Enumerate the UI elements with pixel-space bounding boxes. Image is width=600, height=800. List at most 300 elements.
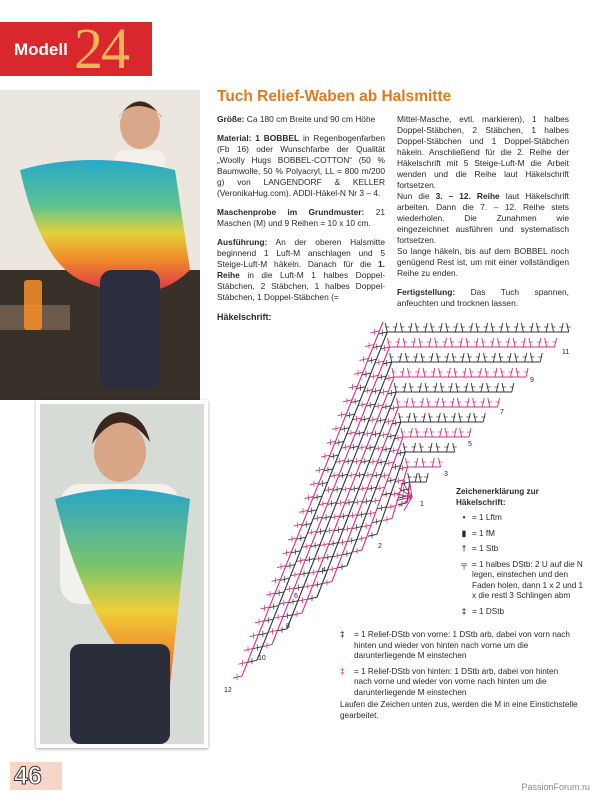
stitch-mark (244, 648, 253, 650)
stitch-mark (302, 377, 394, 613)
stitch-mark (349, 386, 358, 388)
stitch-mark (371, 500, 380, 502)
stitch-mark (450, 338, 452, 347)
stitch-mark (275, 592, 284, 594)
stitch-mark (406, 398, 408, 407)
chart-legend (456, 487, 586, 622)
stitch-mark (529, 338, 531, 347)
execution-row-one: 1. Reihe (217, 259, 385, 280)
rows-text: laut Häkelschrift arbeiten. Dann die 7. – 12. Reihe stets wiederholen. Die Zunahmen wie eingezeichnet ausführen und systematisch fortsetzen. (397, 191, 569, 245)
relief-front-text: = 1 Relief-DStb von vorne: 1 DStb arb, dabei von vorn nach hinten und wieder von hinten nach vorne um die darunterliegende M einstechen (354, 630, 570, 660)
stitch-mark (394, 383, 396, 392)
bobbel-text: So lange häkeln, bis auf dem BOBBEL noch genügend Rest ist, um mit einer vollständigen Reihe zu enden. (397, 246, 569, 278)
stitch-mark (403, 338, 405, 347)
photo-back-view-model (36, 400, 208, 748)
relief-back-icon: ‡ (340, 666, 345, 676)
stitch-mark (362, 373, 371, 375)
stitch-mark (399, 413, 401, 422)
stitch-mark (493, 353, 495, 362)
stitch-mark (333, 488, 342, 490)
stitch-mark (469, 428, 471, 437)
stitch-mark (365, 345, 374, 347)
stitch-mark (298, 599, 307, 601)
stitch-mark (491, 323, 493, 332)
stitch-mark (392, 368, 394, 377)
stitch-mark (248, 660, 257, 662)
stitch-mark (371, 433, 380, 435)
stitch-mark (415, 473, 417, 482)
stitch-mark (429, 413, 431, 422)
stitch-mark (410, 428, 412, 437)
stitch-mark (457, 398, 459, 407)
stitch-mark (354, 501, 363, 503)
stitch-mark (405, 353, 407, 362)
stitch-mark (382, 448, 391, 450)
stitch-mark (482, 398, 484, 407)
stitch-mark (324, 469, 333, 471)
stitch-mark (376, 487, 385, 489)
stitch-mark (372, 474, 381, 476)
stitch-mark (378, 332, 387, 334)
stitch-mark (502, 383, 504, 392)
row-number-10: 10 (258, 655, 266, 662)
stitch-mark (269, 630, 278, 632)
stitch-mark (403, 443, 405, 452)
stitch-mark (479, 368, 481, 377)
stitch-mark (530, 353, 532, 362)
stitch-mark (332, 407, 399, 582)
legend-item-chain: • = 1 Lftm (456, 513, 586, 524)
stitch-mark (385, 377, 394, 379)
stitch-mark (387, 506, 396, 508)
row-number-3: 3 (444, 471, 448, 478)
stitch-mark (437, 353, 439, 362)
stitch-mark (266, 593, 275, 595)
stitch-mark (358, 404, 367, 406)
model-badge (0, 16, 152, 81)
stitch-mark (343, 528, 352, 530)
stitch-mark (377, 507, 386, 509)
stitch-mark (388, 338, 390, 347)
stitch-mark (371, 331, 380, 333)
stitch-mark (416, 458, 418, 467)
stitch-mark (431, 353, 433, 362)
stitch-mark (516, 368, 518, 377)
instructions-column-2 (397, 114, 569, 317)
stitch-mark (406, 458, 408, 467)
size-paragraph (217, 114, 385, 125)
stitch-mark (415, 353, 417, 362)
legend-item-treble: † = 1 Stb (456, 544, 586, 555)
stitch-mark (452, 353, 454, 362)
stitch-mark (470, 368, 472, 377)
stitch-mark (440, 383, 442, 392)
stitch-mark (299, 510, 308, 512)
stitch-mark (498, 338, 500, 347)
stitch-mark (272, 579, 281, 581)
stitch-mark (567, 323, 569, 332)
stitch-mark (354, 372, 363, 374)
stitch-mark (358, 513, 367, 515)
stitch-mark (476, 338, 478, 347)
stitch-mark (329, 543, 338, 545)
stitch-mark (437, 398, 439, 407)
stitch-mark (346, 414, 355, 416)
stitch-mark (419, 338, 421, 347)
stitch-mark (348, 540, 357, 542)
stitch-mark (476, 323, 478, 332)
row-number-11: 11 (562, 349, 570, 356)
stitch-mark (373, 521, 382, 523)
stitch-mark (380, 475, 389, 477)
stitch-mark (471, 383, 473, 392)
stitch-mark (375, 361, 384, 363)
stitch-mark (368, 534, 377, 536)
stitch-mark (322, 516, 331, 518)
stitch-mark (328, 502, 337, 504)
stitch-mark (461, 323, 463, 332)
stitch-mark (345, 501, 354, 503)
stitch-mark (329, 455, 338, 457)
stitch-mark (395, 323, 397, 332)
stitch-mark (408, 368, 410, 377)
stitch-mark (382, 406, 391, 408)
stitch-mark (319, 482, 328, 484)
stitch-mark (447, 443, 449, 452)
stitch-mark (442, 398, 444, 407)
gauge-paragraph (217, 207, 385, 229)
stitch-mark (446, 353, 448, 362)
stitch-mark (357, 387, 366, 389)
stitch-mark (555, 338, 557, 347)
stitch-mark (272, 347, 390, 645)
stitch-mark (338, 541, 347, 543)
stitch-mark (390, 353, 392, 362)
stitch-mark (367, 487, 376, 489)
size-label: Größe: (217, 114, 245, 124)
stitch-mark (383, 362, 392, 364)
stitch-mark (414, 443, 416, 452)
stitch-mark (261, 607, 270, 609)
stitch-mark (350, 446, 359, 448)
stitch-mark (286, 565, 295, 567)
stitch-mark (321, 455, 330, 457)
stitch-mark (288, 538, 297, 540)
stitch-mark (289, 601, 298, 603)
stitch-mark (444, 413, 446, 422)
stitch-mark (496, 383, 498, 392)
row-number-1: 1 (420, 501, 424, 508)
stitch-mark (373, 346, 382, 348)
stitch-mark (481, 383, 483, 392)
stitch-mark (302, 523, 311, 525)
row-number-12: 12 (224, 687, 232, 694)
stitch-mark (456, 383, 458, 392)
stitch-mark (347, 432, 356, 434)
stitch-mark (313, 517, 322, 519)
stitch-mark (445, 338, 447, 347)
stitch-mark (377, 461, 386, 463)
stitch-mark (540, 353, 542, 362)
stitch-mark (435, 383, 437, 392)
execution-label: Ausführung: (217, 237, 268, 247)
model-number: 24 (74, 16, 128, 81)
stitch-mark (445, 428, 447, 437)
stitch-mark (537, 323, 539, 332)
stitch-mark (478, 353, 480, 362)
stitch-mark (485, 368, 487, 377)
stitch-mark (473, 398, 475, 407)
photo-seated-illustration (0, 90, 200, 400)
relief-front-item (340, 630, 570, 662)
stitch-mark (440, 428, 442, 437)
instructions-column-1 (217, 114, 385, 311)
finishing-label: Fertigstellung: (397, 287, 456, 297)
stitch-mark (309, 571, 318, 573)
material-paragraph (217, 133, 385, 199)
double-treble-icon: ‡ (461, 606, 467, 616)
stitch-mark (325, 530, 334, 532)
stitch-mark (488, 398, 490, 407)
stitch-mark (452, 398, 454, 407)
stitch-mark (361, 418, 370, 420)
row-number-7: 7 (500, 409, 504, 416)
stitch-mark (353, 460, 362, 462)
stitch-mark (552, 323, 554, 332)
finishing-text: Das Tuch spannen, anfeuchten und trocknen lassen. (397, 287, 569, 308)
stitch-mark (367, 359, 376, 361)
stitch-mark (333, 555, 342, 557)
single-crochet-icon: ▮ (461, 528, 467, 538)
stitch-mark (315, 557, 324, 559)
stitch-mark (417, 368, 419, 377)
stitch-mark (454, 428, 456, 437)
stitch-mark (401, 428, 403, 437)
stitch-mark (287, 362, 392, 629)
stitch-mark (474, 413, 476, 422)
stitch-mark (324, 556, 333, 558)
stitch-mark (430, 428, 432, 437)
half-double-treble-icon: ╤ (461, 559, 467, 569)
stitch-mark (358, 446, 367, 448)
stitch-mark (364, 474, 373, 476)
stitch-mark (435, 338, 437, 347)
stitch-mark (291, 551, 300, 553)
row-number-5: 5 (468, 441, 472, 448)
stitch-mark (338, 414, 347, 416)
stitch-mark (343, 400, 352, 402)
stitch-mark (280, 602, 289, 604)
stitch-mark (367, 512, 376, 514)
watermark: PassionForum.ru (521, 782, 590, 792)
stitch-mark (397, 398, 399, 407)
stitch-mark (492, 338, 494, 347)
stitch-mark (459, 413, 461, 422)
stitch-mark (358, 537, 367, 539)
stitch-mark (313, 496, 322, 498)
stitch-mark (438, 413, 440, 422)
stitch-mark (446, 323, 448, 332)
stitch-mark (427, 398, 429, 407)
stitch-mark (362, 500, 371, 502)
stitch-mark (498, 398, 500, 407)
stitch-mark (366, 447, 375, 449)
stitch-mark (460, 338, 462, 347)
stitch-mark (353, 550, 362, 552)
stitch-mark (297, 560, 306, 562)
stitch-mark (414, 413, 416, 422)
stitch-mark (344, 460, 353, 462)
stitch-mark (336, 460, 345, 462)
stitch-mark (420, 443, 422, 452)
stitch-mark (335, 441, 344, 443)
stitch-mark (340, 428, 349, 430)
relief-back-text: = 1 Relief-DStb von hinten: 1 DStb arb, dabei von hinten nach vorne und wieder von vorne nach hinten um die darunterliegende M einstechen (354, 666, 559, 697)
stitch-mark (467, 398, 469, 407)
stitch-mark (372, 390, 381, 392)
stitch-mark (513, 338, 515, 347)
stitch-mark (239, 662, 248, 664)
stitch-mark (400, 323, 402, 332)
stitch-mark (510, 368, 512, 377)
stitch-mark (470, 323, 472, 332)
stitch-mark (377, 419, 386, 421)
gauge-text: 21 Maschen (M) und 9 Reihen = 10 x 10 cm. (217, 207, 386, 228)
stitch-mark (506, 323, 508, 332)
stitch-mark (523, 338, 525, 347)
stitch-mark (466, 383, 468, 392)
stitch-mark (274, 616, 283, 618)
legend-title: Zeichenerklärung zur Häkelschrift: (456, 487, 539, 507)
stitch-mark (369, 419, 378, 421)
stitch-mark (397, 338, 399, 347)
material-text: in Regenbogenfarben (Fb 16) oder Wunschfarbe der Qualität „Woolly Hugs BOBBEL-COTTON“ (50 % Baumwolle, 50 % Polyacryl, LL = 800 m/200 g) von LANGENDORF & KELLER (VeronikaHug.com). ADDI-Häkel-N Nr 3 – 4. (217, 133, 385, 198)
stitch-mark (233, 676, 242, 678)
stitch-mark (419, 473, 421, 482)
pattern-title: Tuch Relief-Waben ab Halsmitte (217, 88, 452, 105)
stitch-mark (382, 493, 391, 495)
stitch-mark (487, 383, 489, 392)
stitch-mark (430, 443, 432, 452)
stitch-mark (483, 413, 485, 422)
stitch-mark (300, 573, 309, 575)
stitch-mark (416, 323, 418, 332)
stitch-mark (379, 434, 388, 436)
row-number-6: 6 (294, 593, 298, 600)
stitch-mark (295, 587, 304, 589)
stitch-mark (400, 353, 402, 362)
stitch-mark (425, 428, 427, 437)
stitch-mark (507, 338, 509, 347)
stitch-mark (297, 537, 306, 539)
stitch-mark (432, 458, 434, 467)
stitch-mark (448, 368, 450, 377)
stitch-mark (285, 588, 294, 590)
photo-back-illustration (40, 404, 204, 744)
stitch-mark (501, 323, 503, 332)
stitch-mark (263, 645, 272, 647)
size-text: Ca 180 cm Breite und 90 cm Höhe (246, 114, 376, 124)
stitch-mark (486, 323, 488, 332)
stitch-mark (323, 582, 332, 584)
stitch-mark (355, 432, 364, 434)
stitch-mark (412, 398, 414, 407)
row-number-8: 8 (286, 623, 290, 630)
stitch-mark (374, 447, 383, 449)
stitch-mark (425, 383, 427, 392)
stitch-mark (512, 383, 514, 392)
stitch-mark (468, 413, 470, 422)
rows-pre: Nun die (397, 191, 430, 201)
stitch-mark (306, 559, 315, 561)
stitch-mark (468, 353, 470, 362)
stitch-mark (363, 433, 372, 435)
stitch-mark (436, 443, 438, 452)
stitch-mark (531, 323, 533, 332)
stitch-mark (422, 458, 424, 467)
stitch-mark (410, 383, 412, 392)
stitch-mark (305, 497, 314, 499)
stitch-mark (455, 323, 457, 332)
stitch-mark (374, 405, 383, 407)
stitch-mark (495, 368, 497, 377)
stitch-mark (509, 353, 511, 362)
stitch-mark (460, 428, 462, 437)
stitch-mark (433, 368, 435, 377)
stitch-mark (293, 613, 302, 615)
stitch-mark (284, 615, 293, 617)
stitch-mark (270, 606, 279, 608)
execution-text-b: in die Luft-M 1 halbes Doppel-Stäbchen, 2 Stäbchen, 1 halbes Doppel-Stäbchen, 1 Doppel-Stäbchen (= (217, 270, 385, 302)
stitch-mark (277, 566, 286, 568)
stitch-mark (319, 503, 328, 505)
stitch-mark (332, 427, 341, 429)
stitch-mark (539, 338, 541, 347)
stitch-mark (385, 462, 394, 464)
stitch-mark (347, 474, 356, 476)
stitch-mark (351, 400, 360, 402)
chain-stitch-icon: • (462, 513, 466, 522)
stitch-mark (283, 552, 292, 554)
stitch-mark (416, 428, 418, 437)
stitch-mark (353, 418, 362, 420)
stitch-mark (369, 375, 378, 377)
model-label: Modell (14, 40, 68, 59)
stitch-mark (304, 585, 313, 587)
stitch-mark (439, 368, 441, 377)
stitch-mark (453, 413, 455, 422)
continuation-text: Mittel-Masche, evtl. markieren), 1 halbes Doppel-Stäbchen, 2 Stäbchen, 1 halbes Doppel-Stäbchen und 1 Doppel-Stäbchen häkeln. Anschließend für die 2. Reihe der Häkelschrift mit 5 Steige-Luft-M die Arbeit wenden und die Reihe laut Häkelschrift fortsetzen. (397, 114, 569, 190)
stitch-mark (453, 443, 455, 452)
stitch-mark (464, 368, 466, 377)
row-number-2: 2 (378, 543, 382, 550)
stitch-mark (419, 383, 421, 392)
stitch-mark (423, 368, 425, 377)
stitch-mark (408, 413, 410, 422)
stitch-mark (515, 353, 517, 362)
stitch-mark (526, 368, 528, 377)
stitch-mark (425, 323, 427, 332)
stitch-mark (525, 353, 527, 362)
stitch-mark (320, 544, 329, 546)
stitch-mark (313, 584, 322, 586)
stitch-mark (311, 545, 320, 547)
stitch-mark (466, 338, 468, 347)
stitch-mark (423, 413, 425, 422)
stitch-mark (362, 525, 371, 527)
relief-back-item (340, 667, 570, 699)
stitch-mark (310, 483, 319, 485)
